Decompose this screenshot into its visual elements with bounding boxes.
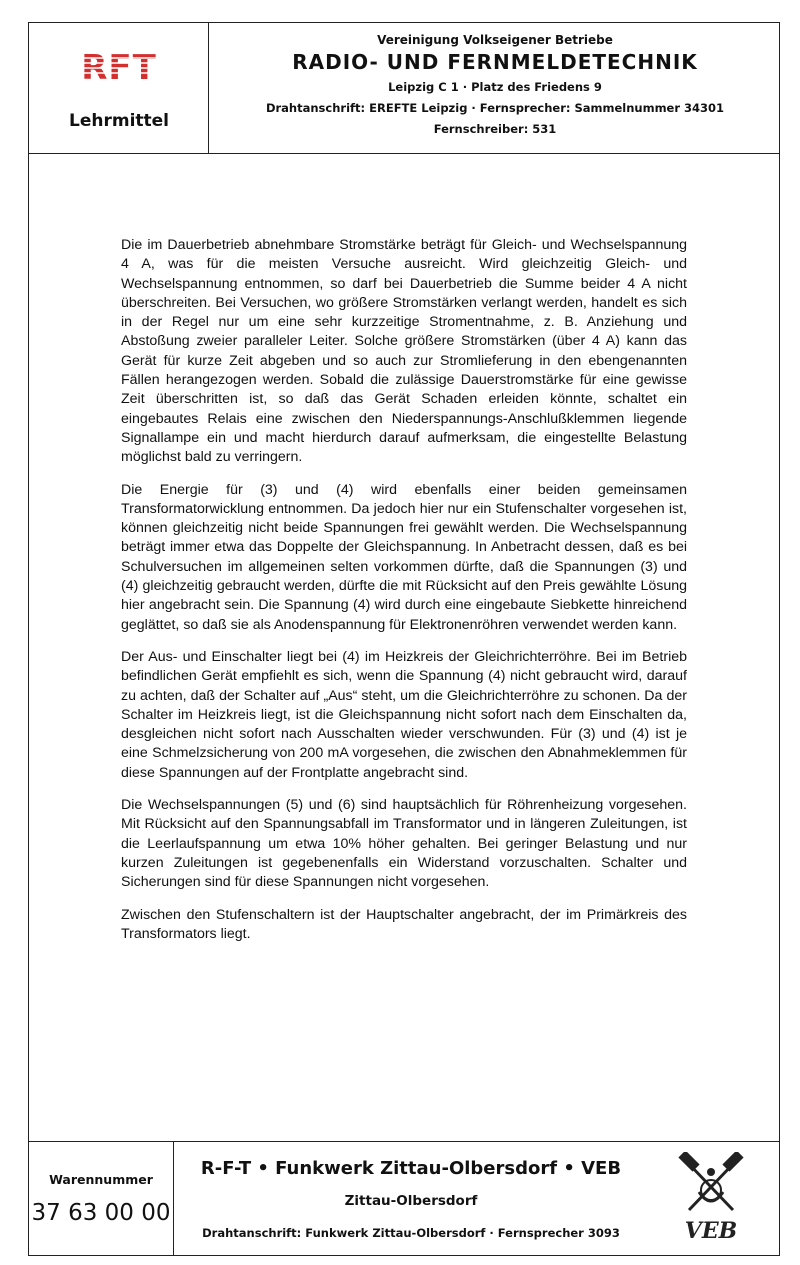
category-label: Lehrmittel [69,111,169,131]
manufacturer-contact: Drahtanschrift: Funkwerk Zittau-Olbersdorf · Fernsprecher 3093 [202,1226,620,1240]
company-block [211,23,779,153]
manufacturer-name: R-F-T • Funkwerk Zittau-Olbersdorf • VEB [200,1158,622,1179]
company-address: Leipzig C 1 · Platz des Friedens 9 [388,80,602,94]
veb-logo-text: VEB [684,1218,738,1244]
manufacturer-city: Zittau-Olbersdorf [344,1193,478,1209]
item-number: 37 63 00 00 [31,1200,171,1226]
item-number-label: Warennummer [49,1172,153,1187]
manufacturer-block [176,1142,646,1255]
body-text [121,236,687,957]
paragraph: Der Aus- und Einschalter liegt bei (4) im Heizkreis der Gleichrichterröhre. Bei im Betrieb befindlichen Gerät empfiehlt es sich, wenn die Spannung (4) nicht gebraucht wird, darauf zu achten, daß der Schalter auf „Aus“ steht, um die Gleichrichterröhre zu schonen. Da der Schalter im Heizkreis liegt, ist die Gleichspannung nicht sofort nach dem Einschalten da, desgleichen nicht sofort nach Ausschalten wieder verschwunden. Für (3) und (4) ist je eine Schmelzsicherung von 200 mA vorgesehen, die zwischen den Abnahmeklemmen für diese Spannungen auf der Frontplatte angebracht sind. [121,648,687,781]
item-number-panel [29,1142,174,1255]
company-contact: Drahtanschrift: EREFTE Leipzig · Fernsprecher: Sammelnummer 34301 [265,101,725,115]
company-name: RADIO- UND FERNMELDETECHNIK [292,50,698,74]
paragraph: Die Wechselspannungen (5) und (6) sind hauptsächlich für Röhrenheizung vorgesehen. Mit Rücksicht auf den Spannungsabfall im Transformator und in längeren Zuleitungen, ist die Leerlaufspannung um etwa 10% höher gehalten. Bei geringer Belastung und nur kurzen Zuleitungen ist gegebenenfalls ein Widerstand vorzuschalten. Schalter und Sicherungen sind für diese Spannungen nicht vorgesehen. [121,797,687,891]
footer [29,1141,779,1255]
paragraph: Die im Dauerbetrieb abnehmbare Stromstärke beträgt für Gleich- und Wechselspannung 4 A, was für die meisten Versuche ausreicht. Wird gleichzeitig Gleich- und Wechselspannung entnommen, so darf bei Dauerbetrieb die Summe beider 4 A nicht überschreiten. Bei Versuchen, wo größere Stromstärken verlangt werden, handelt es sich in der Regel nur um eine sehr kurzzeitige Stromentnahme, z. B. Anziehung und Abstoßung zweier paralleler Leiter. Solche größere Stromstärken (über 4 A) kann das Gerät für kurze Zeit abgeben und so auch zur Stromlieferung in den ebengenannten Fällen herangezogen werden. Sobald die zulässige Dauerstromstärke für eine gewisse Zeit überschritten ist, so daß das Gerät Schaden erleiden könnte, schaltet ein eingebautes Relais eine zwischen den Niederspannungs-Anschlußklemmen liegende Signallampe ein und macht hierdurch darauf aufmerksam, die eingestellte Belastung möglichst bald zu verringern. [121,237,687,466]
rft-logo-text: RFT [81,49,157,85]
document-sheet [28,22,780,1256]
logo-panel [29,23,209,153]
organization-name: Vereinigung Volkseigener Betriebe [377,33,613,47]
paragraph: Zwischen den Stufenschaltern ist der Hauptschalter angebracht, der im Primärkreis des Transformators liegt. [121,906,687,942]
veb-hammer-emblem-icon [671,1152,751,1244]
rft-logo [61,49,177,85]
paragraph: Die Energie für (3) und (4) wird ebenfalls einer beiden gemeinsamen Transformatorwicklung entnommen. Da jedoch hier nur ein Stufenschalter vorgesehen ist, können gleichzeitig nicht beide Spannungen frei gewählt werden. Die Wechselspannung beträgt immer etwa das Doppelte der Gleichspannung. In Anbetracht dessen, daß es bei Schulversuchen im allgemeinen selten vorkommen dürfte, daß die Spannungen (3) und (4) gleichzeitig gebraucht werden, dürfte die mit Rücksicht auf den Preis gewählte Lösung hier angebracht sein. Die Spannung (4) wird durch eine eingebaute Siebkette hinreichend geglättet, so daß sie als Anodenspannung für Elektronenröhren verwendet werden kann. [121,481,687,633]
letterhead [29,23,779,154]
company-telex: Fernschreiber: 531 [433,122,557,136]
